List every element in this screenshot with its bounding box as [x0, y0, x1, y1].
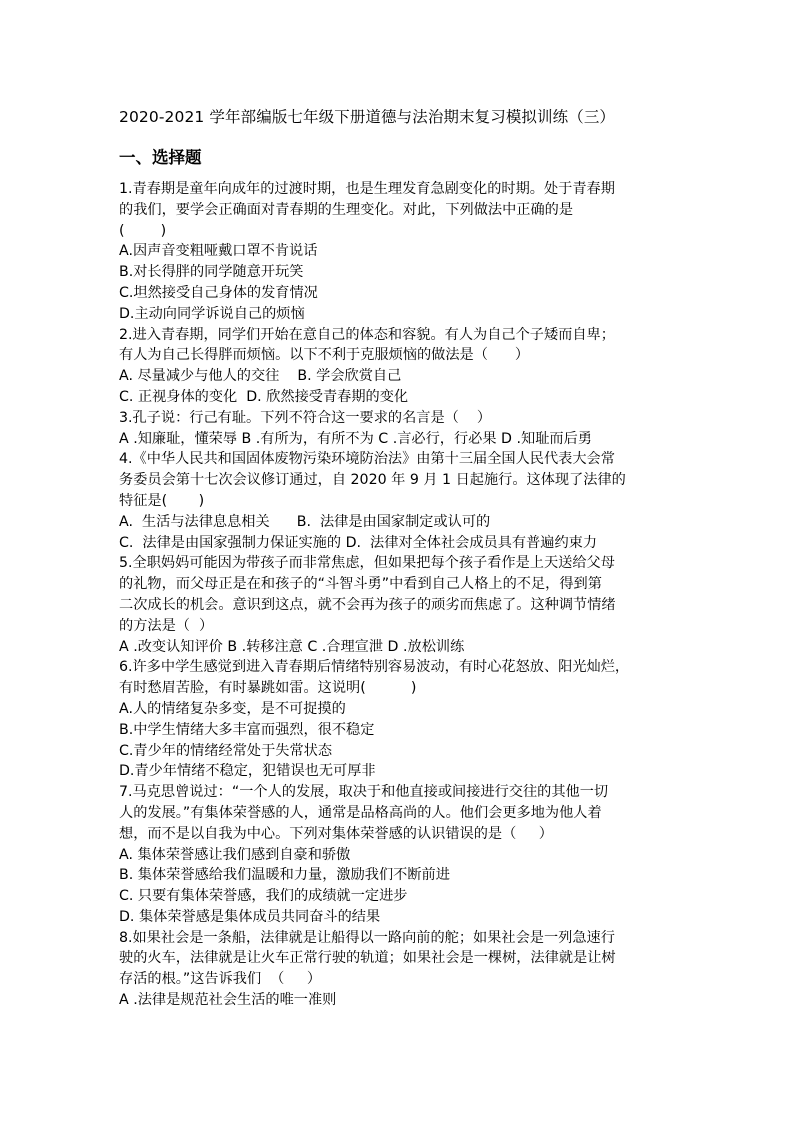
option-line: D.青少年情绪不稳定，犯错误也无可厚非 [119, 763, 376, 780]
section-heading: 一、选择题 [119, 148, 202, 167]
text-line: 的我们，要学会正确面对青春期的生理变化。对此，下列做法中正确的是 [119, 201, 574, 218]
option-line: D.主动向同学诉说自己的烦恼 [119, 305, 305, 322]
option-line: A .知廉耻，懂荣辱 B .有所为，有所不为 C .言必行，行必果 D .知耻而后勇 [119, 430, 592, 447]
text-line: 存活的根。”这告诉我们 （ ） [119, 971, 322, 988]
text-line: 驶的火车，法律就是让火车正常行驶的轨道；如果社会是一棵树，法律就是让树 [119, 950, 616, 967]
text-line: 务委员会第十七次会议修订通过，自 2020 年 9 月 1 日起施行。这体现了法律的 [119, 472, 626, 489]
text-line: ( ) [119, 222, 167, 239]
text-line: 1.青春期是童年向成年的过渡时期，也是生理发育急剧变化的时期。处于青春期 [119, 181, 615, 197]
option-line: B.中学生情绪大多丰富而强烈，很不稳定 [119, 721, 375, 738]
option-line: C. 法律是由国家强制力保证实施的 D. 法律对全体社会成员具有普遍约束力 [119, 534, 598, 551]
text-line: 2.进入青春期，同学们开始在意自己的体态和容貌。有人为自己个子矮而自卑； [119, 326, 615, 343]
text-line: 的方法是（ ） [119, 617, 214, 634]
text-line: 想，而不是以自我为中心。下列对集体荣誉感的认识错误的是（ ） [119, 825, 553, 842]
option-line: A.因声音变粗哑戴口罩不肯说话 [119, 243, 318, 260]
text-line: 有人为自己长得胖而烦恼。以下不利于克服烦恼的做法是（ ） [119, 347, 530, 364]
text-line: 人的发展。”有集体荣誉感的人，通常是品格高尚的人。他们会更多地为他人着 [119, 804, 602, 821]
option-line: B.对长得胖的同学随意开玩笑 [119, 264, 304, 281]
option-line: A .改变认知评价 B .转移注意 C .合理宣泄 D .放松训练 [119, 638, 465, 655]
text-line: 8.如果社会是一条船，法律就是让船得以一路向前的舵；如果社会是一列急速行 [119, 929, 615, 946]
text-line: 3.孔子说：行己有耻。下列不符合这一要求的名言是（ ） [119, 409, 492, 426]
text-line: 6.许多中学生感觉到进入青春期后情绪特别容易波动，有时心花怒放、阳光灿烂， [119, 659, 630, 676]
option-line: C. 只要有集体荣誉感，我们的成绩就一定进步 [119, 888, 408, 905]
document-title: 2020-2021 学年部编版七年级下册道德与法治期末复习模拟训练（三） [119, 108, 616, 126]
option-line: A. 尽量减少与他人的交往 B. 学会欣赏自己 [119, 368, 402, 385]
option-line: C.青少年的情绪经常处于失常状态 [119, 742, 333, 759]
text-line: 4.《中华人民共和国固体废物污染环境防治法》由第十三届全国人民代表大会常 [119, 451, 615, 468]
option-line: B. 集体荣誉感给我们温暖和力量，激励我们不断前进 [119, 867, 450, 884]
option-line: A. 生活与法律息息相关 B. 法律是由国家制定或认可的 [119, 513, 491, 530]
question-body [119, 179, 679, 1011]
option-line: C.坦然接受自己身体的发育情况 [119, 284, 318, 301]
text-line: 的礼物，而父母正是在和孩子的“斗智斗勇”中看到自己人格上的不足，得到第 [119, 576, 602, 593]
option-line: D. 集体荣誉感是集体成员共同奋斗的结果 [119, 908, 381, 925]
text-line: 5.全职妈妈可能因为带孩子而非常焦虑，但如果把每个孩子看作是上天送给父母 [119, 555, 615, 572]
text-line: 二次成长的机会。意识到这点，就不会再为孩子的顽劣而焦虑了。这种调节情绪 [119, 596, 616, 613]
option-line: A. 集体荣誉感让我们感到自豪和骄傲 [119, 846, 351, 863]
option-line: A.人的情绪复杂多变，是不可捉摸的 [119, 700, 346, 717]
text-line: 特征是( ) [119, 492, 205, 509]
text-line: 有时愁眉苦脸，有时暴跳如雷。这说明( ) [119, 680, 417, 697]
text-line: 7.马克思曾说过：“一个人的发展，取决于和他直接或间接进行交往的其他一切 [119, 784, 609, 801]
option-line: A .法律是规范社会生活的唯一准则 [119, 992, 337, 1009]
option-line: C. 正视身体的变化 D. 欣然接受青春期的变化 [119, 388, 409, 405]
